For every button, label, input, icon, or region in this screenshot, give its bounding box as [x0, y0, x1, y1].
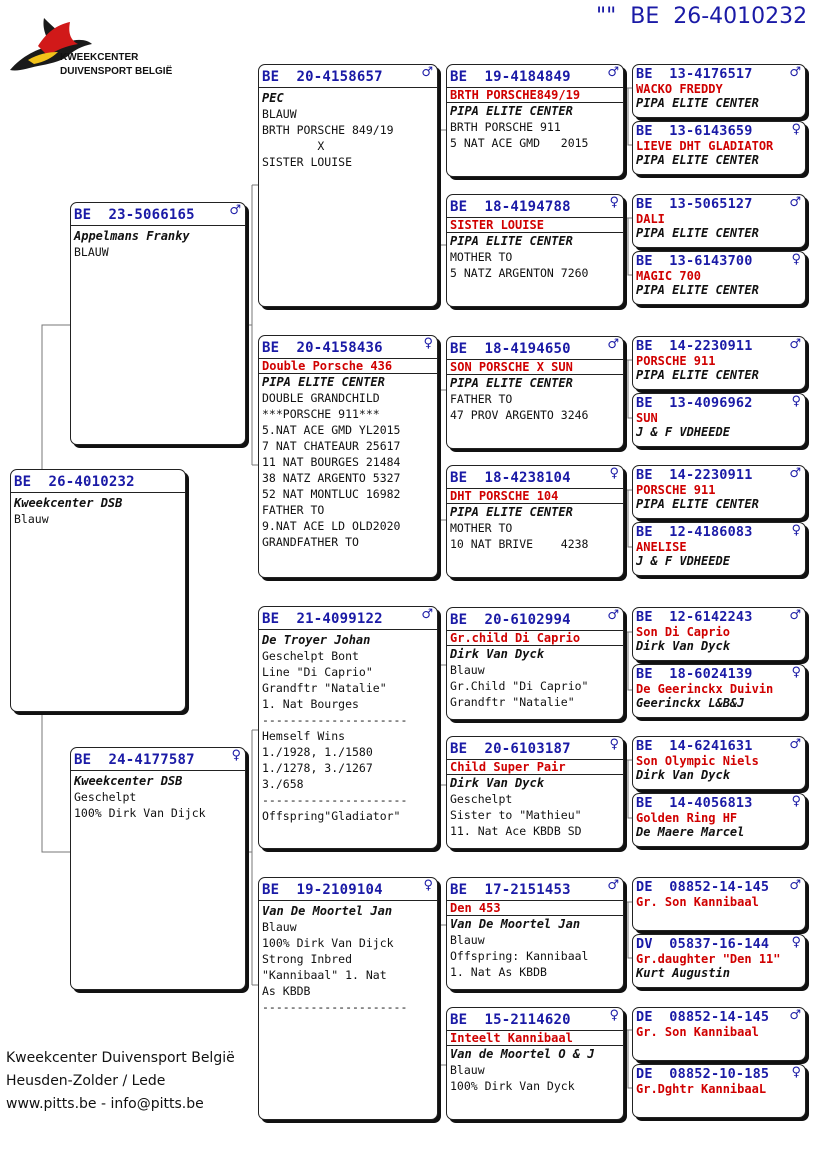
pigeon-name: DALI	[636, 212, 665, 226]
info-line: 1./1278, 3./1267	[262, 761, 373, 775]
great-grandparent-5-card[interactable]	[446, 607, 624, 720]
info-line: Offspring: Kannibaal	[450, 949, 589, 963]
info-line: BLAUW	[74, 245, 109, 259]
info-line: 47 PROV ARGENTO 3246	[450, 408, 589, 422]
info-line: 1. Nat As KBDB	[450, 965, 547, 979]
subject-card[interactable]	[10, 469, 186, 712]
owner: J & F VDHEEDE	[636, 425, 730, 439]
great-grandparent-1-card[interactable]	[446, 64, 624, 177]
grandsire-2-card[interactable]	[258, 606, 438, 849]
great-grandparent-3-card[interactable]	[446, 336, 624, 449]
pigeon-name: Gr. Son Kannibaal	[636, 1025, 759, 1039]
ring-number: BE 23-5066165	[74, 207, 195, 223]
ring-number: DE 08852-14-145	[636, 1009, 770, 1025]
ring-number: BE 18-6024139	[636, 666, 753, 682]
male-icon: ♂	[607, 337, 619, 352]
info-line: 5 NATZ ARGENTON 7260	[450, 266, 589, 280]
info-line: Blauw	[14, 512, 49, 526]
female-icon: ♀	[231, 748, 241, 763]
footer-company: Kweekcenter Duivensport België	[6, 1050, 235, 1066]
female-icon: ♀	[791, 794, 801, 809]
male-icon: ♂	[789, 608, 801, 623]
owner: Dirk Van Dyck	[636, 768, 730, 782]
great-grandparent-8-card[interactable]	[446, 1007, 624, 1120]
ring-number: DV 05837-16-144	[636, 936, 770, 952]
ring-number: BE 14-2230911	[636, 338, 753, 354]
info-line: 52 NAT MONTLUC 16982	[262, 487, 401, 501]
pigeon-name: LIEVE DHT GLADIATOR	[636, 139, 774, 153]
info-line: Blauw	[450, 1063, 485, 1077]
owner: PIPA ELITE CENTER	[636, 153, 759, 167]
info-line: ***PORSCHE 911***	[262, 407, 380, 421]
pigeon-name: PORSCHE 911	[636, 354, 716, 368]
female-icon: ♀	[791, 665, 801, 680]
owner: PIPA ELITE CENTER	[450, 234, 573, 248]
great-grandparent-4-card[interactable]	[446, 465, 624, 578]
male-icon: ♂	[789, 337, 801, 352]
ring-number: BE 20-4158657	[262, 69, 383, 85]
pigeon-name: PORSCHE 911	[636, 483, 716, 497]
info-line: Blauw	[262, 920, 297, 934]
ring-number: BE 14-6241631	[636, 738, 753, 754]
pigeon-name: Gr.Dghtr KannibaaL	[636, 1082, 767, 1096]
male-icon: ♂	[789, 1008, 801, 1023]
ancestor-10-card[interactable]	[632, 664, 806, 718]
info-line: 7 NAT CHATEAUR 25617	[262, 439, 401, 453]
logo-title: KWEEKCENTER	[60, 52, 139, 63]
great-grandparent-2-card[interactable]	[446, 194, 624, 307]
owner: Van de Moortel O & J	[450, 1047, 595, 1061]
info-line: 11 NAT BOURGES 21484	[262, 455, 401, 469]
ancestor-8-card[interactable]	[632, 522, 806, 576]
info-line: Line "Di Caprio"	[262, 665, 373, 679]
ring-number: BE 20-6102994	[450, 612, 571, 628]
owner: PIPA ELITE CENTER	[450, 505, 573, 519]
ancestor-13-card[interactable]	[632, 877, 806, 931]
owner: PIPA ELITE CENTER	[262, 375, 385, 389]
female-icon: ♀	[609, 195, 619, 210]
owner: PIPA ELITE CENTER	[450, 376, 573, 390]
info-line: 10 NAT BRIVE 4238	[450, 537, 589, 551]
pigeon-name: Den 453	[447, 901, 623, 916]
ring-number: BE 20-6103187	[450, 741, 571, 757]
info-line: SISTER LOUISE	[262, 155, 353, 169]
female-icon: ♀	[609, 466, 619, 481]
ancestor-7-card[interactable]	[632, 465, 806, 519]
logo-subtitle: DUIVENSPORT BELGIË	[60, 66, 173, 77]
male-icon: ♂	[229, 203, 241, 218]
info-line: 1. Nat Bourges	[262, 697, 359, 711]
ancestor-9-card[interactable]	[632, 607, 806, 661]
info-line: Gr.Child "Di Caprio"	[450, 679, 589, 693]
great-grandparent-6-card[interactable]	[446, 736, 624, 849]
ring-number: BE 14-4056813	[636, 795, 753, 811]
ring-number: BE 20-4158436	[262, 340, 383, 356]
info-line: 3./658	[262, 777, 304, 791]
ring-number: BE 12-4186083	[636, 524, 753, 540]
pigeon-name: SON PORSCHE X SUN	[447, 360, 623, 375]
footer-contact-link[interactable]: www.pitts.be - info@pitts.be	[6, 1096, 204, 1112]
male-icon: ♂	[789, 737, 801, 752]
info-line: 11. Nat Ace KBDB SD	[450, 824, 582, 838]
pigeon-name: Son Olympic Niels	[636, 754, 759, 768]
ring-number: BE 17-2151453	[450, 882, 571, 898]
info-line: Grandftr "Natalie"	[262, 681, 387, 695]
pigeon-name: SUN	[636, 411, 658, 425]
info-line: FATHER TO	[450, 392, 513, 406]
male-icon: ♂	[789, 466, 801, 481]
male-icon: ♂	[421, 65, 433, 80]
ring-number: DE 08852-14-145	[636, 879, 770, 895]
male-icon: ♂	[421, 607, 433, 622]
info-line: ---------------------	[262, 1000, 408, 1014]
granddam-2-card[interactable]	[258, 877, 438, 1120]
ring-number: BE 21-4099122	[262, 611, 383, 627]
info-line: 100% Dirk Van Dijck	[262, 936, 394, 950]
ring-number: BE 26-4010232	[14, 474, 135, 490]
ancestor-5-card[interactable]	[632, 336, 806, 390]
dam-card[interactable]	[70, 747, 246, 990]
info-line: X	[262, 139, 325, 153]
pigeon-name: De Geerinckx Duivin	[636, 682, 774, 696]
female-icon: ♀	[791, 394, 801, 409]
info-line: 9.NAT ACE LD OLD2020	[262, 519, 401, 533]
info-line: 5 NAT ACE GMD 2015	[450, 136, 589, 150]
owner: PIPA ELITE CENTER	[636, 283, 759, 297]
owner: J & F VDHEEDE	[636, 554, 730, 568]
male-icon: ♂	[607, 608, 619, 623]
info-line: MOTHER TO	[450, 250, 513, 264]
ring-number: BE 18-4194650	[450, 341, 571, 357]
female-icon: ♀	[791, 252, 801, 267]
owner: Dirk Van Dyck	[636, 639, 730, 653]
pigeon-name: Inteelt Kannibaal	[447, 1031, 623, 1046]
info-line: DOUBLE GRANDCHILD	[262, 391, 380, 405]
ring-number: BE 12-6142243	[636, 609, 753, 625]
ring-number: BE 19-2109104	[262, 882, 383, 898]
owner: PIPA ELITE CENTER	[450, 104, 573, 118]
info-line: 5.NAT ACE GMD YL2015	[262, 423, 401, 437]
owner: Appelmans Franky	[74, 229, 190, 243]
male-icon: ♂	[607, 878, 619, 893]
ancestor-1-card[interactable]	[632, 64, 806, 118]
male-icon: ♂	[789, 195, 801, 210]
pigeon-name: Gr.child Di Caprio	[447, 631, 623, 646]
female-icon: ♀	[791, 1065, 801, 1080]
ring-number: BE 13-5065127	[636, 196, 753, 212]
info-line: Blauw	[450, 663, 485, 677]
female-icon: ♀	[791, 523, 801, 538]
owner: Dirk Van Dyck	[450, 647, 544, 661]
pigeon-name: Child Super Pair	[447, 760, 623, 775]
owner: De Maere Marcel	[636, 825, 745, 839]
ring-number: BE 18-4238104	[450, 470, 571, 486]
owner: Kurt Augustin	[636, 966, 730, 980]
info-line: 100% Dirk Van Dyck	[450, 1079, 575, 1093]
footer-location: Heusden-Zolder / Lede	[6, 1073, 166, 1089]
ancestor-2-card[interactable]	[632, 121, 806, 175]
info-line: BRTH PORSCHE 849/19	[262, 123, 394, 137]
male-icon: ♂	[607, 65, 619, 80]
female-icon: ♀	[791, 935, 801, 950]
owner: Geerinckx L&B&J	[636, 696, 745, 710]
owner: PIPA ELITE CENTER	[636, 226, 759, 240]
male-icon: ♂	[789, 65, 801, 80]
info-line: Blauw	[450, 933, 485, 947]
info-line: 38 NATZ ARGENTO 5327	[262, 471, 401, 485]
pigeon-name: Gr. Son Kannibaal	[636, 895, 759, 909]
info-line: Geschelpt	[450, 792, 513, 806]
owner: PIPA ELITE CENTER	[636, 497, 759, 511]
pigeon-name: SISTER LOUISE	[447, 218, 623, 233]
pigeon-name: DHT PORSCHE 104	[447, 489, 623, 504]
owner: Kweekcenter DSB	[74, 774, 183, 788]
owner: Dirk Van Dyck	[450, 776, 544, 790]
owner: PIPA ELITE CENTER	[636, 96, 759, 110]
female-icon: ♀	[609, 1008, 619, 1023]
great-grandparent-7-card[interactable]	[446, 877, 624, 990]
pigeon-name: Son Di Caprio	[636, 625, 730, 639]
ancestor-16-card[interactable]	[632, 1064, 806, 1118]
granddam-1-card[interactable]	[258, 335, 438, 578]
ancestor-15-card[interactable]	[632, 1007, 806, 1061]
grandsire-1-card[interactable]	[258, 64, 438, 307]
info-line: MOTHER TO	[450, 521, 513, 535]
info-line: 100% Dirk Van Dijck	[74, 806, 206, 820]
pigeon-name: BRTH PORSCHE849/19	[447, 88, 623, 103]
male-icon: ♂	[789, 878, 801, 893]
info-line: Geschelpt	[74, 790, 137, 804]
owner: PEC	[262, 91, 284, 105]
owner: De Troyer Johan	[262, 633, 371, 647]
info-line: As KBDB	[262, 984, 311, 998]
info-line: ---------------------	[262, 793, 408, 807]
info-line: ---------------------	[262, 713, 408, 727]
ring-number: BE 24-4177587	[74, 752, 195, 768]
female-icon: ♀	[609, 737, 619, 752]
ring-number: BE 13-6143659	[636, 123, 753, 139]
ancestor-6-card[interactable]	[632, 393, 806, 447]
ring-number: DE 08852-10-185	[636, 1066, 770, 1082]
info-line: Offspring"Gladiator"	[262, 809, 401, 823]
ring-number: BE 14-2230911	[636, 467, 753, 483]
ancestor-11-card[interactable]	[632, 736, 806, 790]
pigeon-name: Golden Ring HF	[636, 811, 738, 825]
ring-number: BE 13-4096962	[636, 395, 753, 411]
ring-number: BE 18-4194788	[450, 199, 571, 215]
info-line: Sister to "Mathieu"	[450, 808, 582, 822]
owner: PIPA ELITE CENTER	[636, 368, 759, 382]
info-line: GRANDFATHER TO	[262, 535, 359, 549]
female-icon: ♀	[423, 336, 433, 351]
ring-number: BE 19-4184849	[450, 69, 571, 85]
pigeon-name: WACKO FREDDY	[636, 82, 723, 96]
info-line: Hemself Wins	[262, 729, 346, 743]
female-icon: ♀	[791, 122, 801, 137]
owner: Kweekcenter DSB	[14, 496, 123, 510]
ring-number: BE 15-2114620	[450, 1012, 571, 1028]
info-line: FATHER TO	[262, 503, 325, 517]
ancestor-14-card[interactable]	[632, 934, 806, 988]
ancestor-12-card[interactable]	[632, 793, 806, 847]
ring-number: BE 13-6143700	[636, 253, 753, 269]
info-line: BLAUW	[262, 107, 297, 121]
info-line: 1./1928, 1./1580	[262, 745, 373, 759]
info-line: BRTH PORSCHE 911	[450, 120, 561, 134]
pigeon-name: Double Porsche 436	[259, 359, 437, 374]
info-line: Geschelpt Bont	[262, 649, 359, 663]
ring-number: BE 13-4176517	[636, 66, 753, 82]
ancestor-4-card[interactable]	[632, 251, 806, 305]
owner: Van De Moortel Jan	[262, 904, 393, 918]
info-line: Strong Inbred	[262, 952, 353, 966]
info-line: "Kannibaal" 1. Nat	[262, 968, 387, 982]
top-ring-label: "" BE 26-4010232	[596, 4, 808, 29]
info-line: Grandftr "Natalie"	[450, 695, 575, 709]
sire-card[interactable]	[70, 202, 246, 445]
ancestor-3-card[interactable]	[632, 194, 806, 248]
pigeon-name: MAGIC 700	[636, 269, 702, 283]
pigeon-name: ANELISE	[636, 540, 687, 554]
female-icon: ♀	[423, 878, 433, 893]
owner: Van De Moortel Jan	[450, 917, 581, 931]
pigeon-name: Gr.daughter "Den 11"	[636, 952, 781, 966]
